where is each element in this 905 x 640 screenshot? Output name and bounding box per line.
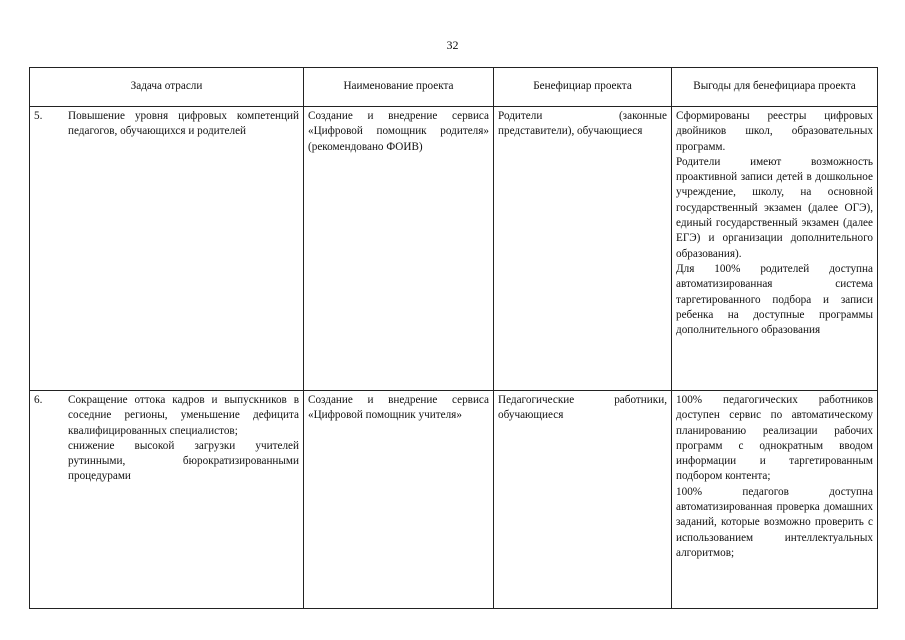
row-number: 6. [34, 394, 43, 406]
header-project: Наименование проекта [304, 68, 494, 107]
task-text [68, 109, 299, 140]
table-row [30, 107, 878, 391]
beneficiary-cell: Родители (законные представители), обучающиеся [494, 107, 672, 391]
beneficiary-cell: Педагогические работники, обучающиеся [494, 391, 672, 609]
benefits-cell [672, 391, 878, 609]
table-header-row [30, 68, 878, 107]
task-text [68, 393, 299, 485]
table-row [30, 391, 878, 609]
task-cell [30, 391, 304, 609]
project-cell: Создание и внедрение сервиса «Цифровой помощник родителя» (рекомендовано ФОИВ) [304, 107, 494, 391]
header-task: Задача отрасли [30, 68, 304, 107]
row-number: 5. [34, 110, 43, 122]
task-cell [30, 107, 304, 391]
header-beneficiary: Бенефициар проекта [494, 68, 672, 107]
projects-table [29, 67, 878, 609]
project-cell: Создание и внедрение сервиса «Цифровой помощник учителя» [304, 391, 494, 609]
benefit-paragraph: Сформированы реестры цифровых двойников школ, образовательных программ. [676, 110, 873, 153]
benefit-paragraph: Для 100% родителей доступна автоматизированная система таргетированного подбора и записи ребенка на доступные программы дополнительного образования [676, 262, 873, 337]
benefit-paragraph: 100% педагогических работников доступен сервис по автоматическому планированию реализации рабочих программ с однократным вводом информации и таргетированным подбором контента; [676, 394, 873, 483]
task-paragraph: снижение высокой загрузки учителей рутинными, бюрократизированными процедурами [68, 439, 299, 483]
benefits-cell [672, 107, 878, 391]
benefit-paragraph: 100% педагогов доступна автоматизированная проверка домашних заданий, которые возможно проверить с использованием интеллектуальных алгоритмов; [676, 485, 873, 559]
header-benefits: Выгоды для бенефициара проекта [672, 68, 878, 107]
task-paragraph: Сокращение оттока кадров и выпускников в соседние регионы, уменьшение дефицита квалифицированных специалистов; [68, 394, 299, 437]
page-number: 32 [446, 38, 459, 52]
benefit-paragraph: Родители имеют возможность проактивной записи детей в дошкольное учреждение, школу, на основной государственный экзамен (далее ОГЭ), единый государственный экзамен (далее ЕГЭ) и организации дополнительного образования). [676, 155, 873, 260]
task-paragraph: Повышение уровня цифровых компетенций педагогов, обучающихся и родителей [68, 110, 299, 138]
